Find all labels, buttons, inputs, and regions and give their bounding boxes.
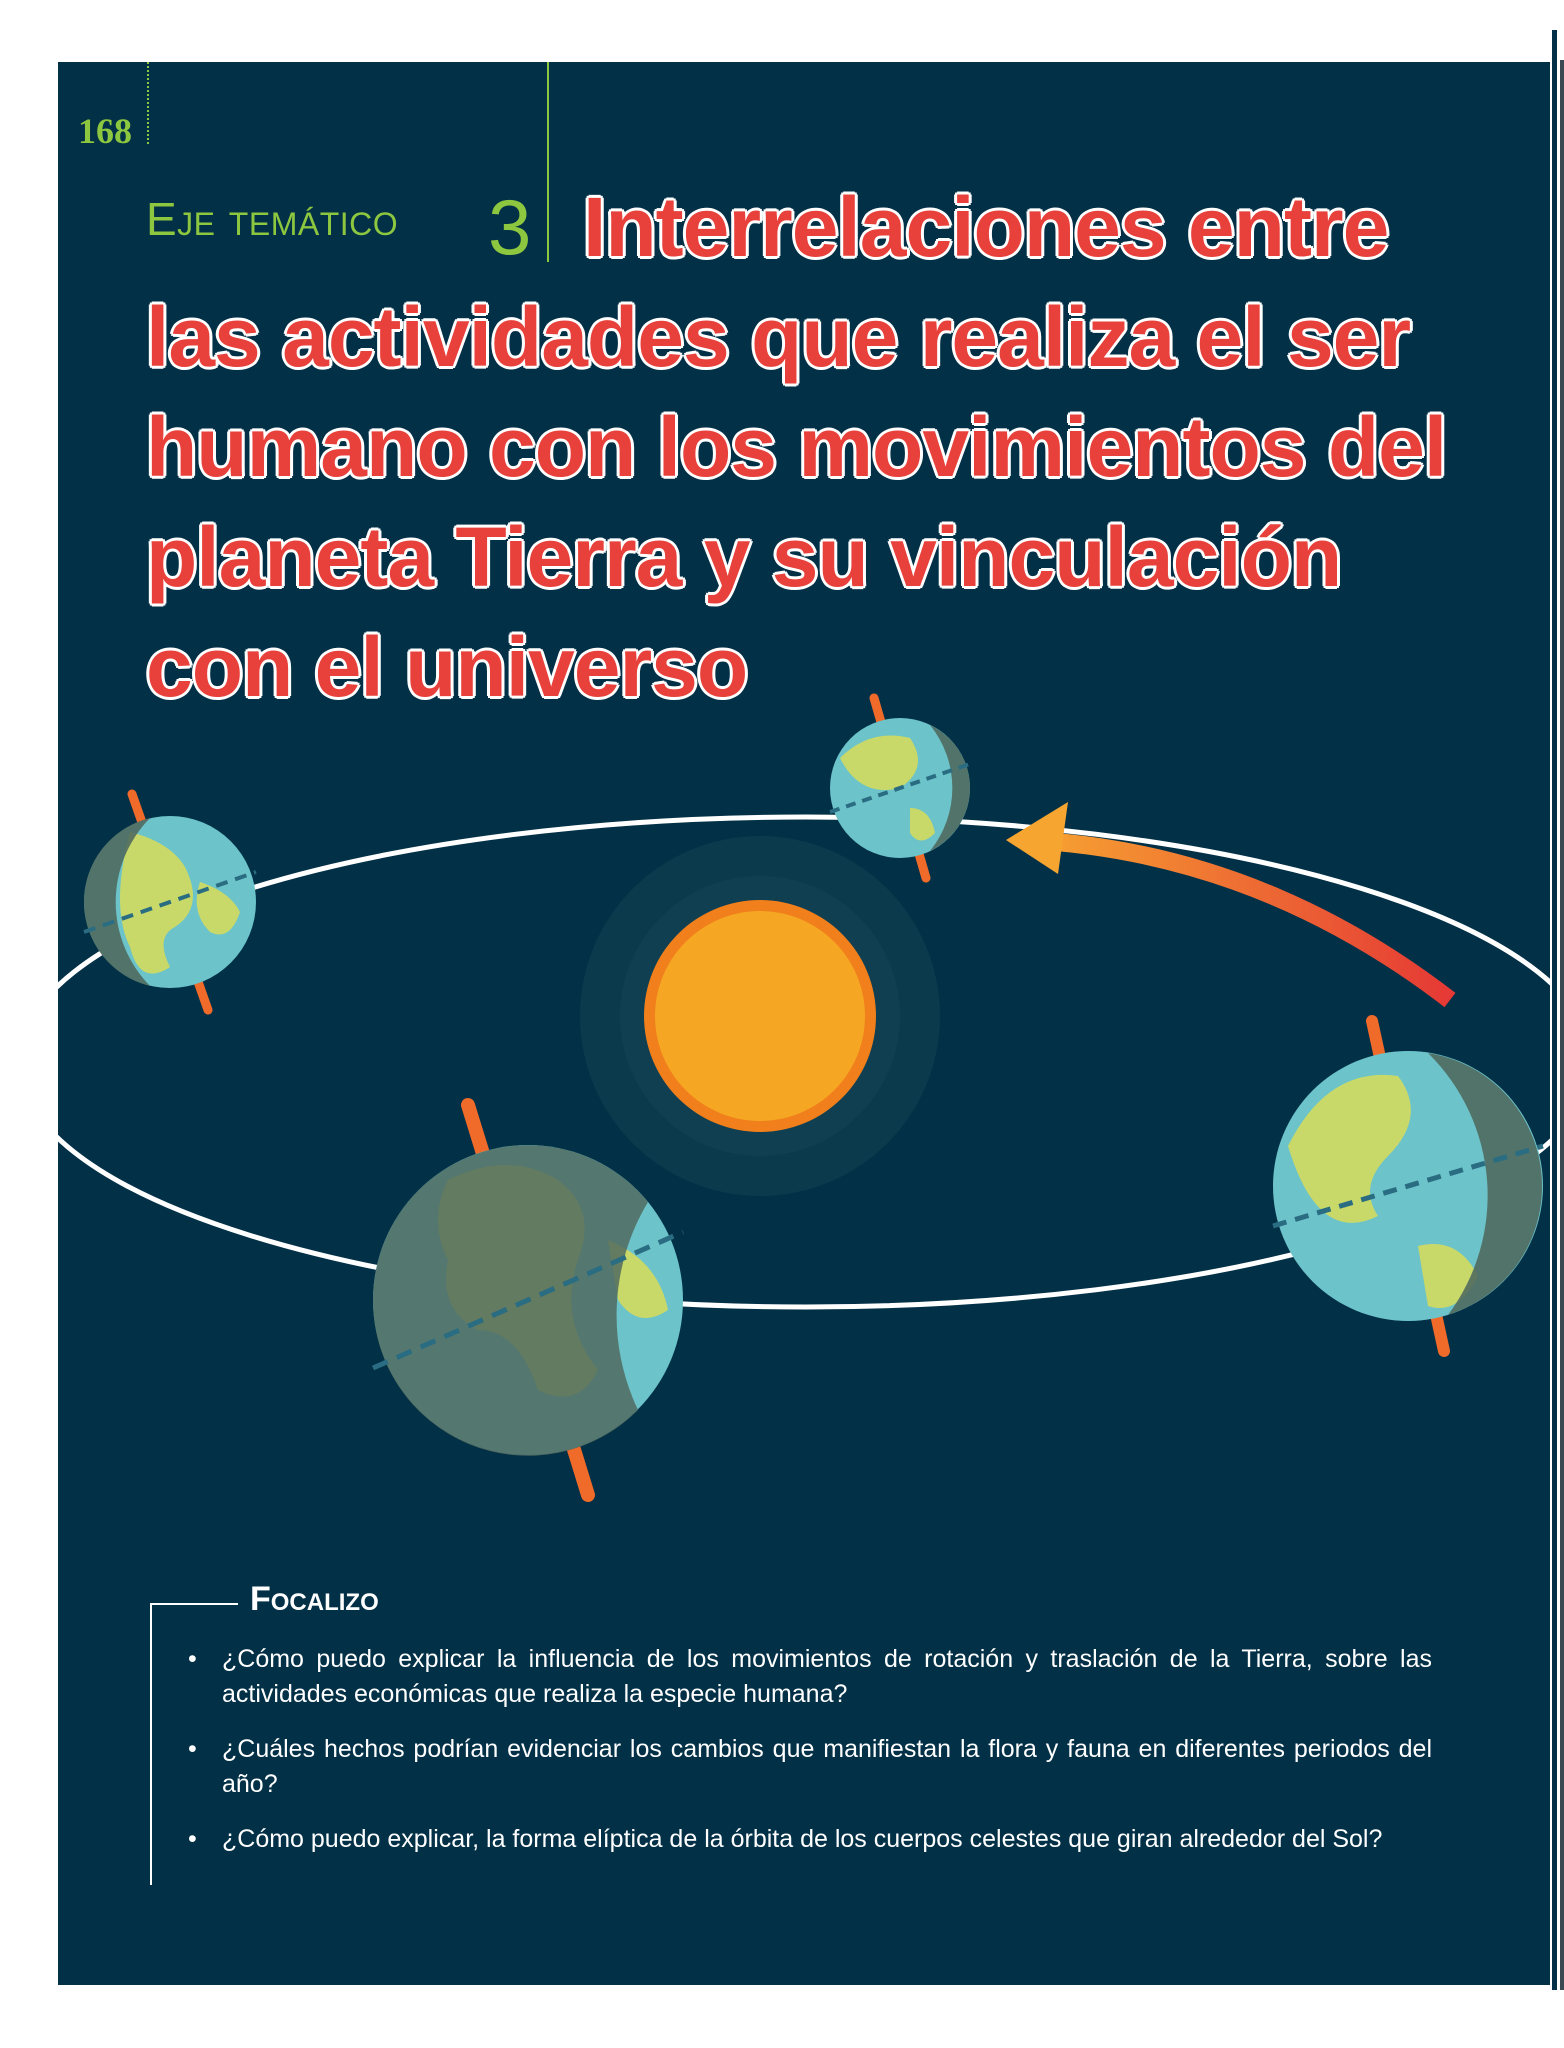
question-text: ¿Cuáles hechos podrían evidenciar los cambios que manifiestan la flora y fauna en diferentes periodos del año? [222,1735,1432,1798]
focalizo-rule-horizontal [150,1603,238,1605]
page-edge-strip [1552,30,1557,1990]
bullet-icon: • [188,1645,197,1673]
page-number: 168 [78,111,132,151]
earth-icon [373,1105,683,1495]
earth-icon [830,698,970,878]
focalizo-rule-vertical [150,1603,152,1885]
focalizo-heading: Focalizo [250,1580,379,1618]
focalizo-question-list [188,1642,1432,1877]
eje-tematico-number: 3 [488,183,532,271]
bullet-icon: • [188,1735,197,1763]
list-item [188,1642,1432,1712]
question-text: ¿Cómo puedo explicar la influencia de los movimientos de rotación y traslación de la Tierra, sobre las actividades económicas que realiza la especie humana? [222,1645,1432,1708]
earth-icon [1273,1021,1543,1351]
list-item [188,1732,1432,1802]
earth-icon [84,794,256,1010]
eje-tematico-label: Eje temático [146,193,399,245]
page-edge-shadow [1560,60,1564,1990]
bullet-icon: • [188,1825,197,1853]
sun-icon [580,836,940,1196]
list-item [188,1822,1432,1857]
chapter-title: Interrelaciones entre las actividades que realiza el ser humano con los movimientos del planeta Tierra y su vinculación con el universo [146,180,1447,714]
chapter-cover-panel [58,62,1550,1985]
question-text: ¿Cómo puedo explicar, la forma elíptica de la órbita de los cuerpos celestes que giran alrededor del Sol? [222,1825,1383,1853]
